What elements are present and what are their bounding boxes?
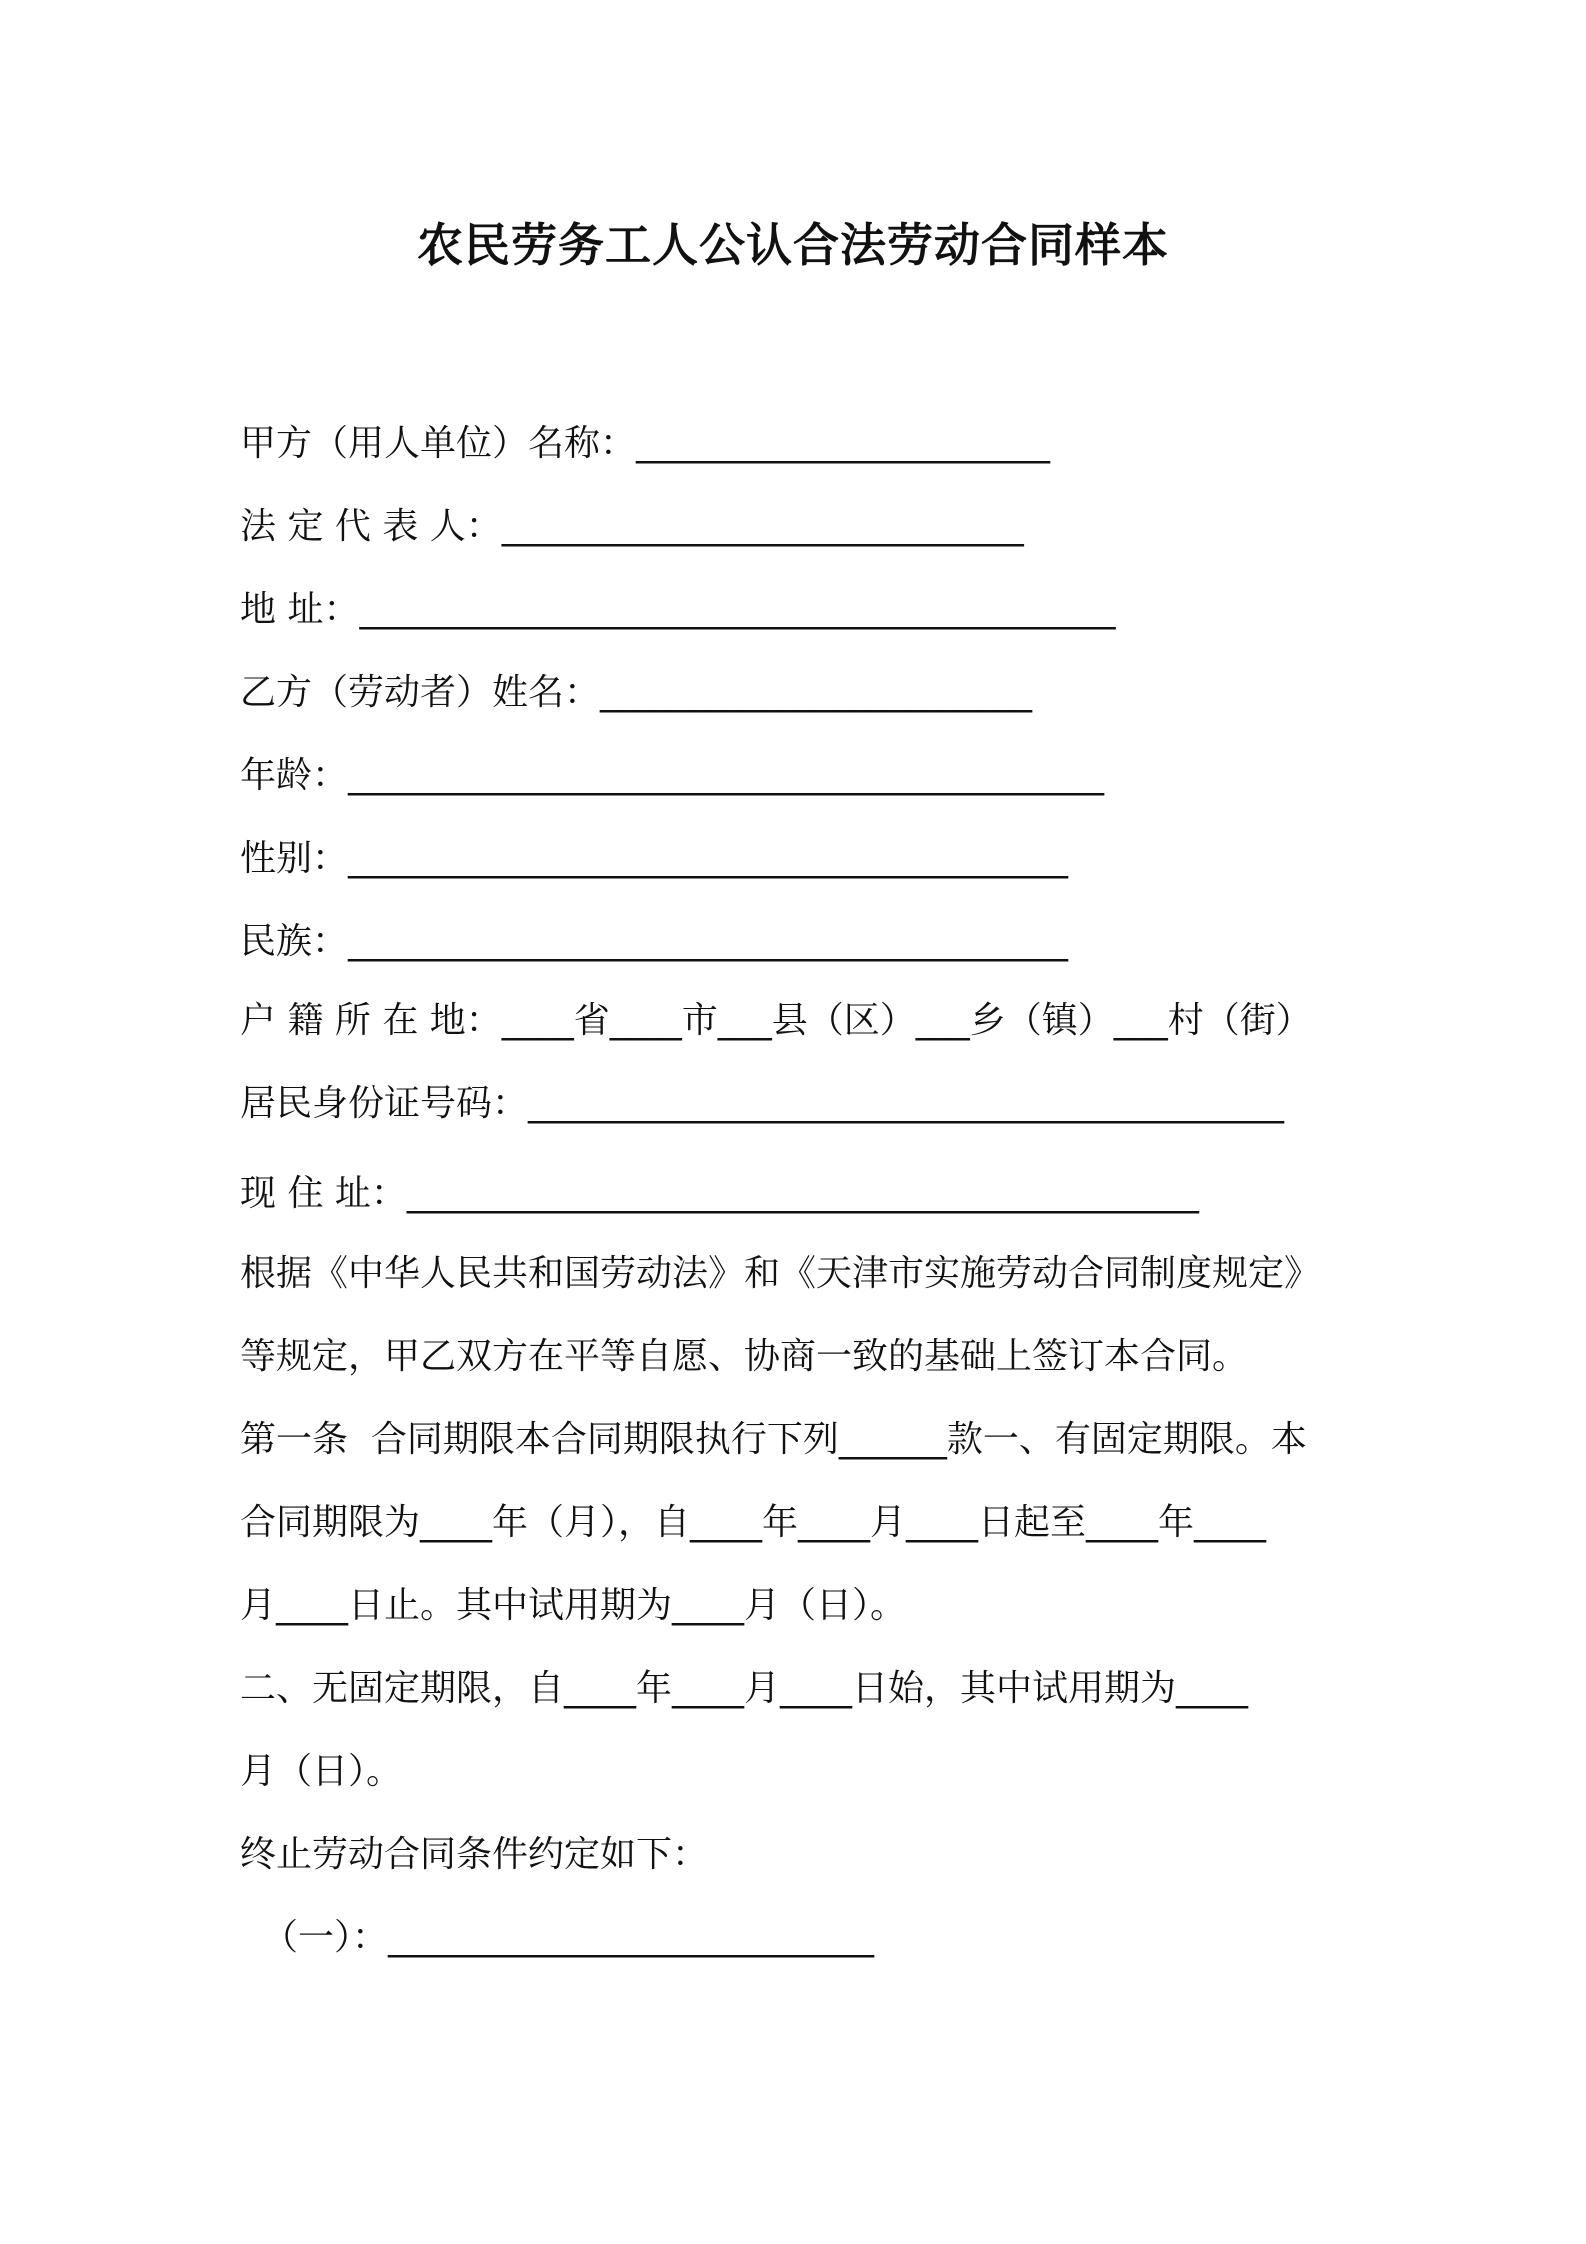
gender-field: 性别：________________________________________ [240, 838, 1069, 879]
document-title: 农民劳务工人公认合法劳动合同样本 [417, 218, 1169, 272]
item-2-line-1: 二、无固定期限，自____年____月____日始，其中试用期为____ [240, 1668, 1249, 1709]
id-number-field: 居民身份证号码：__________________________________________ [240, 1083, 1285, 1124]
contract-basis-line-2: 等规定，甲乙双方在平等自愿、协商一致的基础上签订本合同。 [240, 1336, 1249, 1377]
age-field: 年龄：__________________________________________ [240, 755, 1105, 796]
article-1-line-1: 第一条 合同期限本合同期限执行下列______款一、有固定期限。本 [240, 1419, 1307, 1460]
item-2-line-2: 月（日）。 [240, 1751, 403, 1792]
current-address-field: 现 住 址：____________________________________________ [240, 1173, 1199, 1214]
termination-item-1: （一）：___________________________ [262, 1917, 875, 1958]
legal-representative-field: 法 定 代 表 人：_____________________________ [240, 506, 1024, 547]
party-a-name-field: 甲方（用人单位）名称：_______________________ [240, 423, 1051, 464]
contract-basis-line-1: 根据《中华人民共和国劳动法》和《天津市实施劳动合同制度规定》 [240, 1253, 1321, 1294]
ethnicity-field: 民族：________________________________________ [240, 921, 1069, 962]
party-b-name-field: 乙方（劳动者）姓名：________________________ [240, 672, 1033, 713]
article-1-line-2: 合同期限为____年（月），自____年____月____日起至____年____ [240, 1502, 1267, 1543]
termination-heading: 终止劳动合同条件约定如下： [240, 1834, 709, 1875]
household-registration-field: 户 籍 所 在 地：____省____市___县（区）___乡（镇）___村（街） [240, 1000, 1312, 1041]
address-field: 地 址：__________________________________________ [240, 589, 1116, 630]
article-1-line-3: 月____日止。其中试用期为____月（日）。 [240, 1585, 907, 1626]
